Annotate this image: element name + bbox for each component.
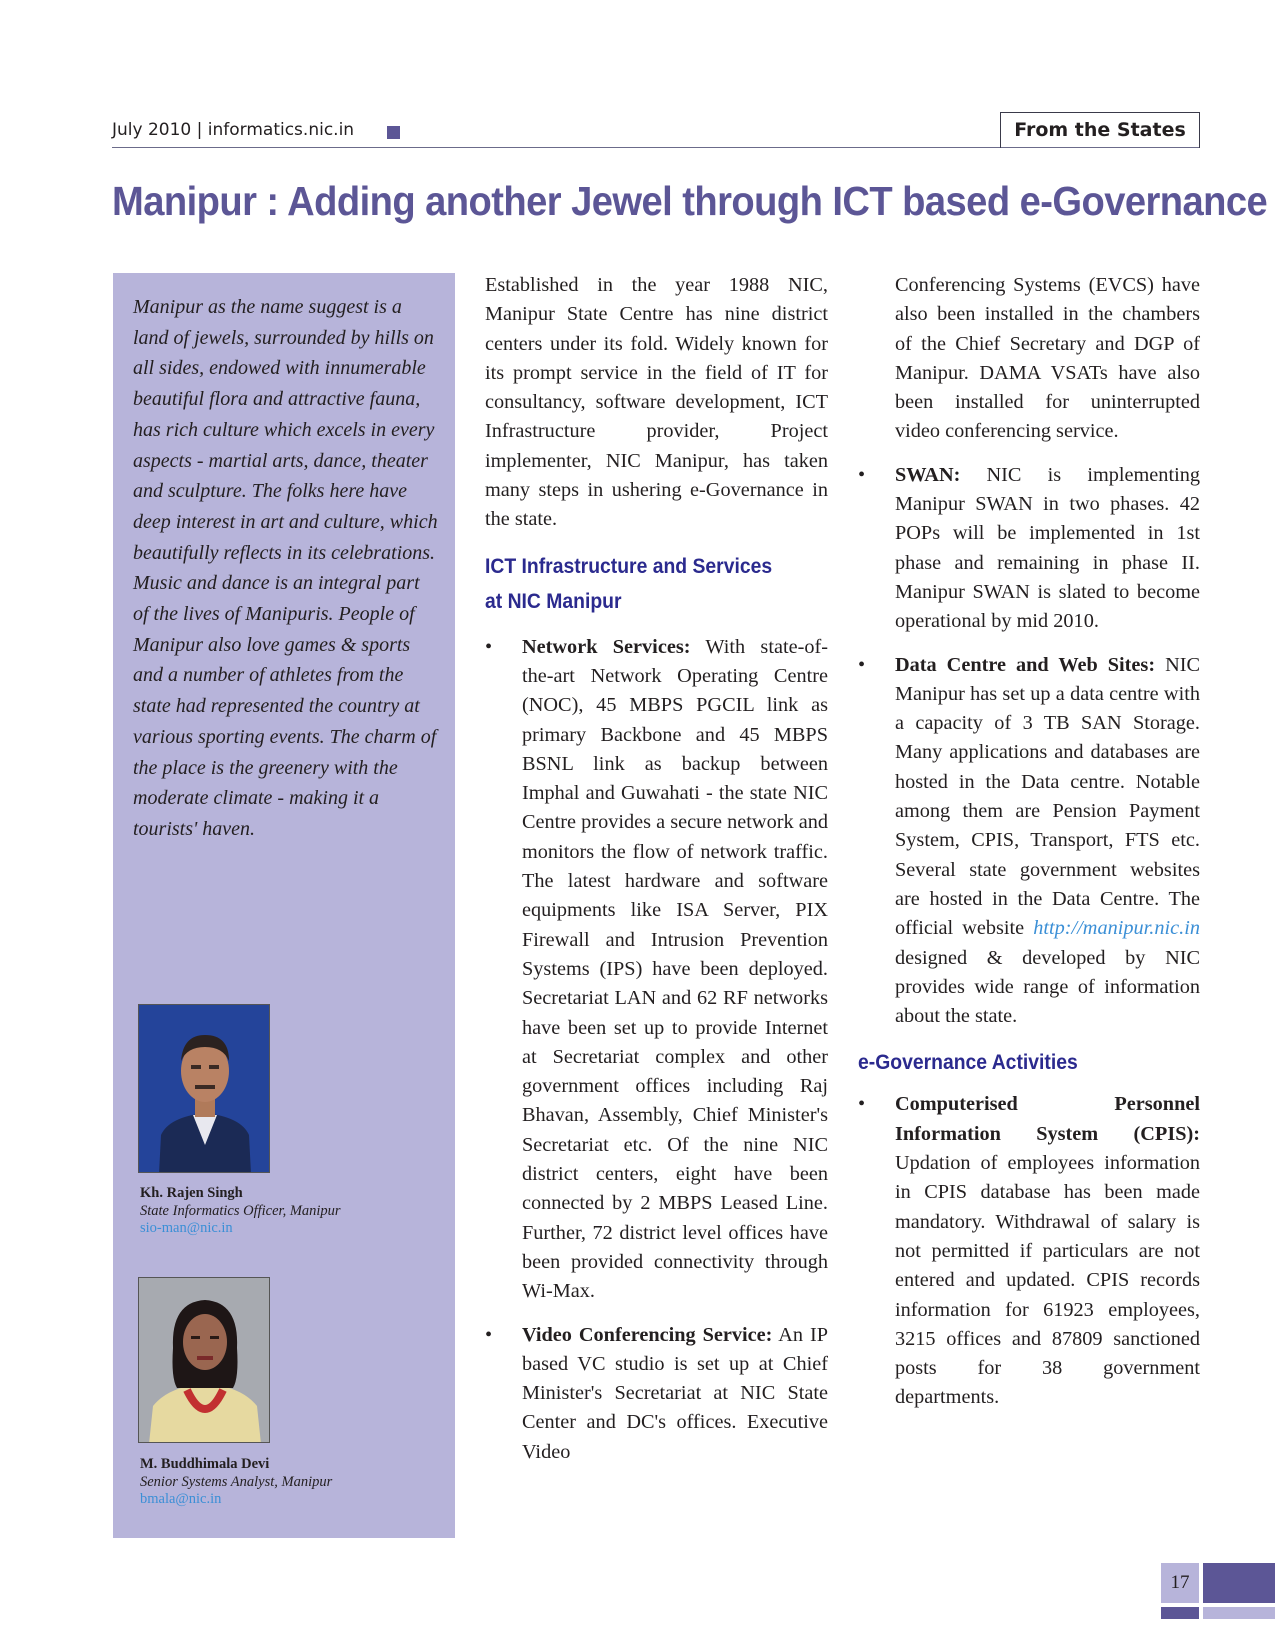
author-2-email[interactable]: bmala@nic.in bbox=[140, 1491, 222, 1507]
bullet-text: With state-of-the-art Network Operating Centre (NOC), 45 MBPS PGCIL link as primary Backbone and 45 MBPS BSNL link as backup between Imphal and Guwahati - the state NIC Centre provides a secure network and monitors the flow of network traffic. The latest hardware and software equipments like ISA Server, PIX Firewall and Intrusion Prevention Systems (IPS) have been deployed. Secretariat LAN and 62 RF networks have been set up to provide Internet at Secretariat complex and other government offices including Raj Bhavan, Assembly, Chief Minister's Secretariat etc. Of the nine NIC district centers, eight have been connected by 2 MBPS Leased Line. Further, 72 district level offices have been provided connectivity through Wi-Max. bbox=[522, 635, 828, 1303]
bullet-dot-icon: • bbox=[858, 463, 866, 486]
sidebar-intro: Manipur as the name suggest is a land of jewels, surrounded by hills on all sides, endowed with innumerable beautiful flora and attractive fauna, has rich culture which excels in every aspects - martial arts, dance, theater and sculpture. The folks here have deep interest in art and culture, which beautifully reflects in its celebrations. Music and dance is an integral part of the lives of Manipuris. People of Manipur also love games & sports and a number of athletes from the state had represented the country at various sporting events. The charm of the place is the greenery with the moderate climate - making it a tourists' haven. bbox=[133, 296, 438, 840]
continuation-paragraph: Conferencing Systems (EVCS) have also been installed in the chambers of the Chief Secretary and DGP of Manipur. DAMA VSATs have also been installed for uninterrupted video conferencing service. bbox=[895, 274, 1200, 443]
list-item-cpis bbox=[858, 1090, 1200, 1412]
bullet-title: Computerised Personnel Information System (CPIS): bbox=[895, 1093, 1200, 1145]
bullet-title: Data Centre and Web Sites: bbox=[895, 653, 1156, 676]
author-2 bbox=[140, 1456, 332, 1509]
author-1-name: Kh. Rajen Singh bbox=[140, 1185, 243, 1201]
bullet-dot-icon: • bbox=[858, 653, 866, 676]
bullet-text-after: designed & developed by NIC provides wide range of information about the state. bbox=[895, 946, 1200, 1028]
author-1-email[interactable]: sio-man@nic.in bbox=[140, 1220, 233, 1236]
title-rest: Adding another Jewel through ICT based e-Governance bbox=[278, 178, 1268, 224]
bullet-dot-icon: • bbox=[485, 1323, 493, 1346]
page-number: 17 bbox=[1161, 1563, 1199, 1603]
bullet-text: NIC is implementing Manipur SWAN in two phases. 42 POPs will be implemented in 1st phase and remaining in phase II. Manipur SWAN is slated to become operational by mid 2010. bbox=[895, 463, 1200, 633]
middle-column bbox=[485, 271, 828, 1467]
author-photo-1 bbox=[138, 1004, 270, 1173]
author-photo-2 bbox=[138, 1277, 270, 1443]
author-2-role: Senior Systems Analyst, Manipur bbox=[140, 1473, 333, 1490]
article-title bbox=[112, 178, 1268, 225]
egovernance-heading: e-Governance Activities bbox=[858, 1050, 1078, 1075]
intro-paragraph: Established in the year 1988 NIC, Manipur State Centre has nine district centers under its fold. Widely known for its prompt service in the field of IT for consultancy, software development, ICT Infrastructure provider, Project implementer, NIC Manipur, has taken many steps in ushering e-Governance in the state. bbox=[485, 274, 828, 531]
author-1 bbox=[140, 1185, 341, 1238]
right-column bbox=[858, 271, 1201, 1413]
ict-infrastructure-heading: ICT Infrastructure and Services at NIC Manipur bbox=[485, 553, 773, 613]
issue-line: July 2010 | informatics.nic.in bbox=[112, 120, 355, 140]
corner-decoration bbox=[1203, 1563, 1275, 1603]
header-square-icon bbox=[387, 126, 400, 139]
author-1-role: State Informatics Officer, Manipur bbox=[140, 1202, 341, 1219]
list-item-video-conferencing bbox=[485, 1321, 828, 1467]
page-header bbox=[112, 112, 1200, 148]
author-2-name: M. Buddhimala Devi bbox=[140, 1456, 270, 1472]
portrait-woman-icon bbox=[139, 1278, 270, 1443]
bullet-title: Video Conferencing Service: bbox=[522, 1323, 773, 1346]
sidebar-panel bbox=[113, 273, 455, 1538]
list-item-data-centre bbox=[858, 651, 1200, 1032]
bullet-title: Network Services: bbox=[522, 635, 691, 658]
bullet-text: Updation of employees information in CPIS database has been made mandatory. Withdrawal of salary is not permitted if particulars are not entered and updated. CPIS records information for 61923 employees, 3215 offices and 87809 sanctioned posts for 38 government departments. bbox=[895, 1152, 1200, 1409]
bullet-text: An IP based VC studio is set up at Chief Minister's Secretariat at NIC State Center and DC's offices. Executive Video bbox=[522, 1323, 829, 1463]
bullet-dot-icon: • bbox=[485, 635, 493, 658]
corner-strip bbox=[1203, 1607, 1275, 1619]
portrait-man-icon bbox=[139, 1005, 270, 1173]
bullet-dot-icon: • bbox=[858, 1093, 866, 1116]
list-item-swan bbox=[858, 461, 1200, 637]
bullet-text: NIC Manipur has set up a data centre with a capacity of 3 TB SAN Storage. Many applications and databases are hosted in the Data centre. Notable among them are Pension Payment System, CPIS, Transport, FTS etc. Several state government websites are hosted in the Data Centre. The official website bbox=[895, 653, 1201, 940]
website-link[interactable]: http://manipur.nic.in bbox=[1033, 917, 1200, 940]
list-item-network-services bbox=[485, 633, 828, 1307]
bullet-title: SWAN: bbox=[895, 463, 961, 486]
title-bold: Manipur : bbox=[112, 178, 279, 224]
section-label: From the States bbox=[1000, 112, 1200, 148]
corner-strip bbox=[1161, 1607, 1199, 1619]
